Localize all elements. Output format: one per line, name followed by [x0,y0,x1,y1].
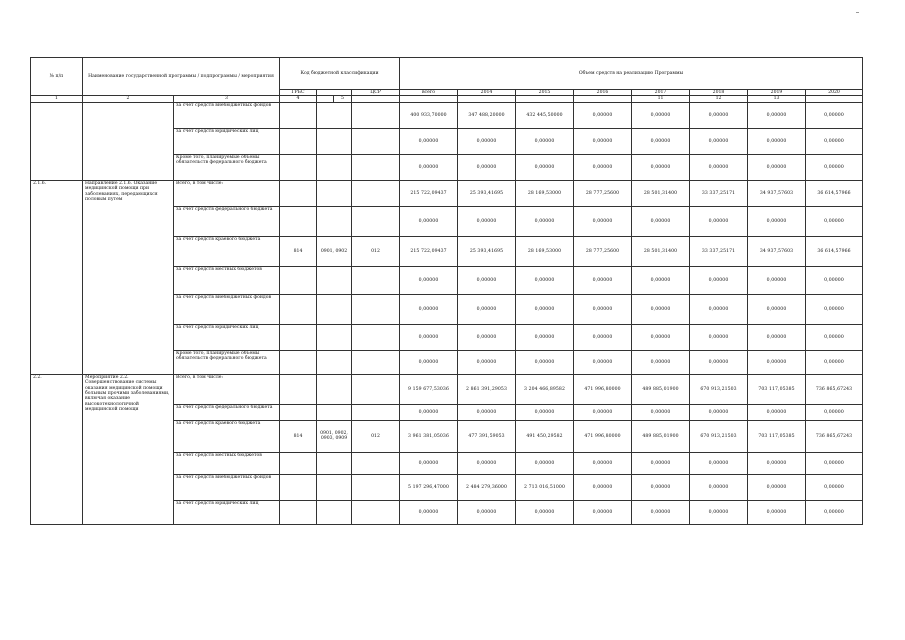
amount-cell: 347 488,20000 [458,102,516,128]
row-number [31,102,83,180]
grbs-code [280,374,317,404]
amount-cell: 3 204 466,89582 [516,374,574,404]
scan-speck [856,12,859,13]
amount-cell: 489 885,01900 [632,374,690,404]
funding-source: за счет средств федерального бюджета [174,206,280,236]
funding-source: Кроме того, планируемые объемы обязательств федерального бюджета [174,350,280,374]
amount-cell: 0,00000 [458,128,516,154]
row-title: Направление 2.1.6. Оказание медицинской помощи при заболеваниях, передающихся половым путем [83,180,174,374]
amount-cell: 28 169,53000 [516,236,574,266]
amount-cell: 33 337,25171 [690,180,748,206]
csr-code [352,324,400,350]
amount-cell: 0,00000 [458,294,516,324]
amount-cell: 3 961 381,05036 [400,420,458,452]
sub-2019: 2019 [748,90,806,96]
csr-code: 012 [352,236,400,266]
amount-cell: 2 861 391,29053 [458,374,516,404]
header-no: № п/п [31,58,83,96]
row-number: 2.1.6. [31,180,83,374]
funding-source: за счет средств внебюджетных фондов [174,102,280,128]
sub-2014: 2014 [458,90,516,96]
amount-cell: 0,00000 [516,154,574,180]
rzpr-code [317,324,352,350]
amount-cell: 0,00000 [516,128,574,154]
amount-cell: 0,00000 [458,404,516,420]
amount-cell: 477 391,59053 [458,420,516,452]
amount-cell: 432 445,50000 [516,102,574,128]
amount-cell: 0,00000 [690,294,748,324]
csr-code [352,474,400,500]
sub-2016: 2016 [574,90,632,96]
amount-cell: 0,00000 [574,154,632,180]
amount-cell: 0,00000 [806,350,863,374]
amount-cell: 0,00000 [400,154,458,180]
amount-cell: 0,00000 [400,266,458,294]
rzpr-code [317,294,352,324]
amount-cell: 34 937,57603 [748,180,806,206]
funding-source: за счет средств юридических лиц [174,324,280,350]
amount-cell: 0,00000 [516,294,574,324]
grbs-code: 814 [280,420,317,452]
header-kbk: Код бюджетной классификации [280,58,400,90]
rzpr-code [317,474,352,500]
amount-cell: 0,00000 [748,452,806,474]
amount-cell: 0,00000 [516,324,574,350]
grbs-code [280,128,317,154]
amount-cell: 0,00000 [690,154,748,180]
amount-cell: 36 614,57966 [806,236,863,266]
row-title: Мероприятие 2.2. Совершенствование системы оказания медицинской помощи больным прочими заболеваниями, включая оказание высокотехнологичной медицинской помощи [83,374,174,524]
amount-cell: 0,00000 [806,500,863,524]
amount-cell: 0,00000 [400,206,458,236]
amount-cell: 0,00000 [632,350,690,374]
rzpr-code [317,374,352,404]
funding-source: за счет средств краевого бюджета [174,236,280,266]
csr-code [352,206,400,236]
csr-code [352,128,400,154]
amount-cell: 0,00000 [806,102,863,128]
amount-cell: 0,00000 [574,266,632,294]
amount-cell: 0,00000 [516,350,574,374]
amount-cell: 0,00000 [748,324,806,350]
amount-cell: 0,00000 [748,206,806,236]
amount-cell: 28 777,25600 [574,180,632,206]
csr-code [352,294,400,324]
amount-cell: 215 722,09437 [400,236,458,266]
amount-cell: 0,00000 [400,500,458,524]
csr-code [352,266,400,294]
csr-code [352,350,400,374]
funding-source: за счет средств местных бюджетов [174,266,280,294]
amount-cell: 471 996,80000 [574,420,632,452]
funding-source: за счет средств юридических лиц [174,128,280,154]
amount-cell: 0,00000 [748,350,806,374]
amount-cell: 0,00000 [690,206,748,236]
amount-cell: 0,00000 [690,128,748,154]
amount-cell: 28 501,31400 [632,180,690,206]
amount-cell: 0,00000 [400,294,458,324]
grbs-code [280,404,317,420]
amount-cell: 0,00000 [400,128,458,154]
amount-cell: 0,00000 [400,324,458,350]
amount-cell: 471 996,80000 [574,374,632,404]
sub-2017: 2017 [632,90,690,96]
colnum-cell: 13 [748,96,806,102]
amount-cell: 0,00000 [632,474,690,500]
funding-source: за счет средств федерального бюджета [174,404,280,420]
amount-cell: 0,00000 [400,404,458,420]
amount-cell: 0,00000 [690,452,748,474]
amount-cell: 0,00000 [458,324,516,350]
amount-cell: 2 713 016,51000 [516,474,574,500]
table-row [31,102,863,128]
amount-cell: 25 393,41695 [458,236,516,266]
grbs-code [280,324,317,350]
amount-cell: 736 865,67243 [806,374,863,404]
amount-cell: 0,00000 [574,500,632,524]
amount-cell: 9 159 677,53036 [400,374,458,404]
amount-cell: 0,00000 [748,500,806,524]
rzpr-code [317,206,352,236]
amount-cell: 34 937,57603 [748,236,806,266]
amount-cell: 5 197 296,47000 [400,474,458,500]
amount-cell: 703 117,05385 [748,420,806,452]
sub-2015: 2015 [516,90,574,96]
amount-cell: 0,00000 [516,500,574,524]
budget-table-sheet [30,57,853,525]
colnum-cell: 1 [31,96,83,102]
grbs-code: 814 [280,236,317,266]
amount-cell: 0,00000 [458,206,516,236]
amount-cell: 0,00000 [632,294,690,324]
amount-cell: 0,00000 [574,452,632,474]
sub-csr: ЦСР [352,90,400,96]
amount-cell: 28 169,53000 [516,180,574,206]
amount-cell: 0,00000 [574,102,632,128]
amount-cell: 0,00000 [748,128,806,154]
sub-total: всего [400,90,458,96]
sub-2020: 2020 [806,90,863,96]
funding-source: за счет средств краевого бюджета [174,420,280,452]
amount-cell: 703 117,05385 [748,374,806,404]
amount-cell: 0,00000 [806,128,863,154]
rzpr-code [317,102,352,128]
amount-cell: 0,00000 [632,266,690,294]
colnum-cell: 2 [83,96,174,102]
amount-cell: 0,00000 [574,294,632,324]
funding-source: за счет средств внебюджетных фондов [174,294,280,324]
amount-cell: 0,00000 [690,102,748,128]
funding-source: Всего, в том числе: [174,374,280,404]
amount-cell: 0,00000 [632,206,690,236]
amount-cell: 0,00000 [806,452,863,474]
amount-cell: 670 913,21503 [690,374,748,404]
csr-code: 012 [352,420,400,452]
amount-cell: 0,00000 [632,128,690,154]
amount-cell: 0,00000 [806,324,863,350]
budget-table [30,57,863,525]
amount-cell: 0,00000 [400,452,458,474]
rzpr-code [317,350,352,374]
amount-cell: 736 865,67243 [806,420,863,452]
amount-cell: 0,00000 [632,324,690,350]
row-title [83,102,174,180]
amount-cell: 0,00000 [516,206,574,236]
amount-cell: 28 777,25600 [574,236,632,266]
amount-cell: 0,00000 [748,266,806,294]
amount-cell: 0,00000 [574,206,632,236]
amount-cell: 0,00000 [690,350,748,374]
csr-code [352,500,400,524]
grbs-code [280,500,317,524]
rzpr-code [317,404,352,420]
grbs-code [280,206,317,236]
amount-cell: 0,00000 [458,350,516,374]
grbs-code [280,294,317,324]
table-row [31,374,863,404]
grbs-code [280,266,317,294]
header-volume: Объем средств на реализацию Программы [400,58,863,90]
amount-cell: 0,00000 [748,154,806,180]
grbs-code [280,154,317,180]
amount-cell: 0,00000 [574,350,632,374]
grbs-code [280,350,317,374]
amount-cell: 0,00000 [632,154,690,180]
grbs-code [280,180,317,206]
amount-cell: 0,00000 [690,500,748,524]
amount-cell: 36 614,57966 [806,180,863,206]
amount-cell: 0,00000 [574,474,632,500]
amount-cell: 0,00000 [632,500,690,524]
grbs-code [280,102,317,128]
colnum-cell: 4 [280,96,317,102]
funding-source: Кроме того, планируемые объемы обязательств федерального бюджета [174,154,280,180]
row-number: 2.2. [31,374,83,524]
amount-cell: 0,00000 [516,404,574,420]
colnum-cell: 12 [690,96,748,102]
rzpr-code [317,452,352,474]
amount-cell: 0,00000 [806,404,863,420]
csr-code [352,154,400,180]
amount-cell: 0,00000 [748,102,806,128]
funding-source: за счет средств местных бюджетов [174,452,280,474]
amount-cell: 0,00000 [574,324,632,350]
amount-cell: 28 501,31400 [632,236,690,266]
amount-cell: 25 393,41695 [458,180,516,206]
amount-cell: 670 913,21503 [690,420,748,452]
amount-cell: 491 450,29582 [516,420,574,452]
csr-code [352,180,400,206]
rzpr-code: 0901, 0902 [317,236,352,266]
amount-cell: 2 484 279,36000 [458,474,516,500]
csr-code [352,102,400,128]
sub-2018: 2018 [690,90,748,96]
amount-cell: 0,00000 [690,404,748,420]
sub-grbs: ГРБС [280,90,317,96]
colnum-cell: 3 [174,96,280,102]
csr-code [352,404,400,420]
amount-cell: 0,00000 [748,294,806,324]
colnum-cell: 5 [334,96,352,102]
amount-cell: 0,00000 [574,128,632,154]
amount-cell: 0,00000 [458,154,516,180]
table-row [31,180,863,206]
amount-cell: 0,00000 [690,266,748,294]
csr-code [352,452,400,474]
amount-cell: 33 337,25171 [690,236,748,266]
grbs-code [280,474,317,500]
amount-cell: 0,00000 [748,404,806,420]
grbs-code [280,452,317,474]
rzpr-code: 0901, 0902, 0903, 0909 [317,420,352,452]
rzpr-code [317,154,352,180]
amount-cell: 0,00000 [690,324,748,350]
rzpr-code [317,266,352,294]
colnum-cell: 11 [632,96,690,102]
amount-cell: 0,00000 [632,452,690,474]
amount-cell: 0,00000 [806,266,863,294]
funding-source: за счет средств юридических лиц [174,500,280,524]
amount-cell: 0,00000 [516,452,574,474]
amount-cell: 0,00000 [632,102,690,128]
amount-cell: 400 933,70000 [400,102,458,128]
amount-cell: 0,00000 [516,266,574,294]
csr-code [352,374,400,404]
funding-source: Всего, в том числе: [174,180,280,206]
amount-cell: 0,00000 [806,474,863,500]
amount-cell: 0,00000 [806,294,863,324]
amount-cell: 0,00000 [458,266,516,294]
amount-cell: 0,00000 [458,452,516,474]
amount-cell: 0,00000 [400,350,458,374]
amount-cell: 0,00000 [806,206,863,236]
amount-cell: 215 722,09437 [400,180,458,206]
rzpr-code [317,180,352,206]
amount-cell: 0,00000 [574,404,632,420]
amount-cell: 0,00000 [748,474,806,500]
amount-cell: 0,00000 [690,474,748,500]
amount-cell: 0,00000 [632,404,690,420]
rzpr-code [317,128,352,154]
header-name: Наименование государственной программы / подпрограммы / мероприятия [83,58,280,96]
funding-source: за счет средств внебюджетных фондов [174,474,280,500]
amount-cell: 0,00000 [458,500,516,524]
amount-cell: 489 885,01900 [632,420,690,452]
amount-cell: 0,00000 [806,154,863,180]
rzpr-code [317,500,352,524]
